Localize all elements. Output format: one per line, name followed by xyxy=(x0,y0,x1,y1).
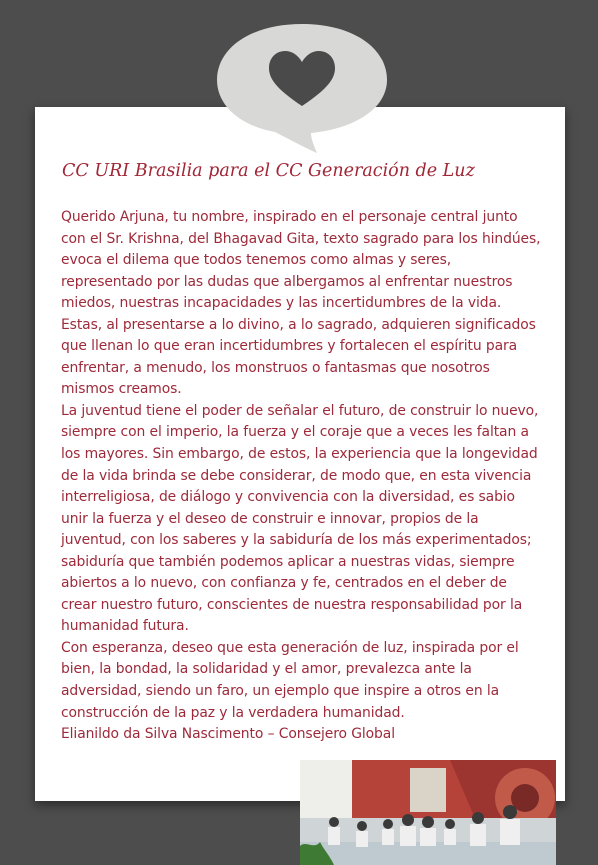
speech-bubble-heart-icon xyxy=(213,18,391,156)
letter-paragraph-2: La juventud tiene el poder de señalar el futuro, de construir lo nuevo, siempre con el imperio, la fuerza y el coraje que a veces les faltan a los mayores. Sin embargo, de estos, la experiencia que la longevidad de la vida brinda se debe considerar, de modo que, en esta vivencia interreligiosa, de diálogo y convivencia con la diversidad, es sabio unir la fuerza y el deseo de construir e innovar, propios de la juventud, con los saberes y la sabiduría de los más experimentados; sabiduría que también podemos aplicar a nuestras vidas, siempre abiertos a lo nuevo, con confianza y fe, centrados en el deber de crear nuestro futuro, conscientes de nuestra responsabilidad por la humanidad futura. xyxy=(61,402,539,635)
letter-title: CC URI Brasilia para el CC Generación de Luz xyxy=(62,161,475,181)
letter-body xyxy=(61,207,545,746)
letter-card xyxy=(35,107,565,801)
letter-signature: Elianildo da Silva Nascimento – Consejero Global xyxy=(61,726,395,743)
letter-paragraph-3: Con esperanza, deseo que esta generación de luz, inspirada por el bien, la bondad, la solidaridad y el amor, prevalezca ante la adversidad, siendo un faro, un ejemplo que inspire a otros en la construcción de la paz y la verdadera humanidad. xyxy=(61,639,519,721)
letter-paragraph-1: Querido Arjuna, tu nombre, inspirado en el personaje central junto con el Sr. Krishna, del Bhagavad Gita, texto sagrado para los hindúes, evoca el dilema que todos tenemos como almas y seres, representado por las dudas que albergamos al enfrentar nuestros miedos, nuestras incapacidades y las incertidumbres de la vida. Estas, al presentarse a lo divino, a lo sagrado, adquieren significados que llenan lo que eran incertidumbres y fortalecen el espíritu para enfrentar, a menudo, los monstruos o fantasmas que nosotros mismos creamos. xyxy=(61,209,541,398)
event-photo xyxy=(300,760,556,865)
